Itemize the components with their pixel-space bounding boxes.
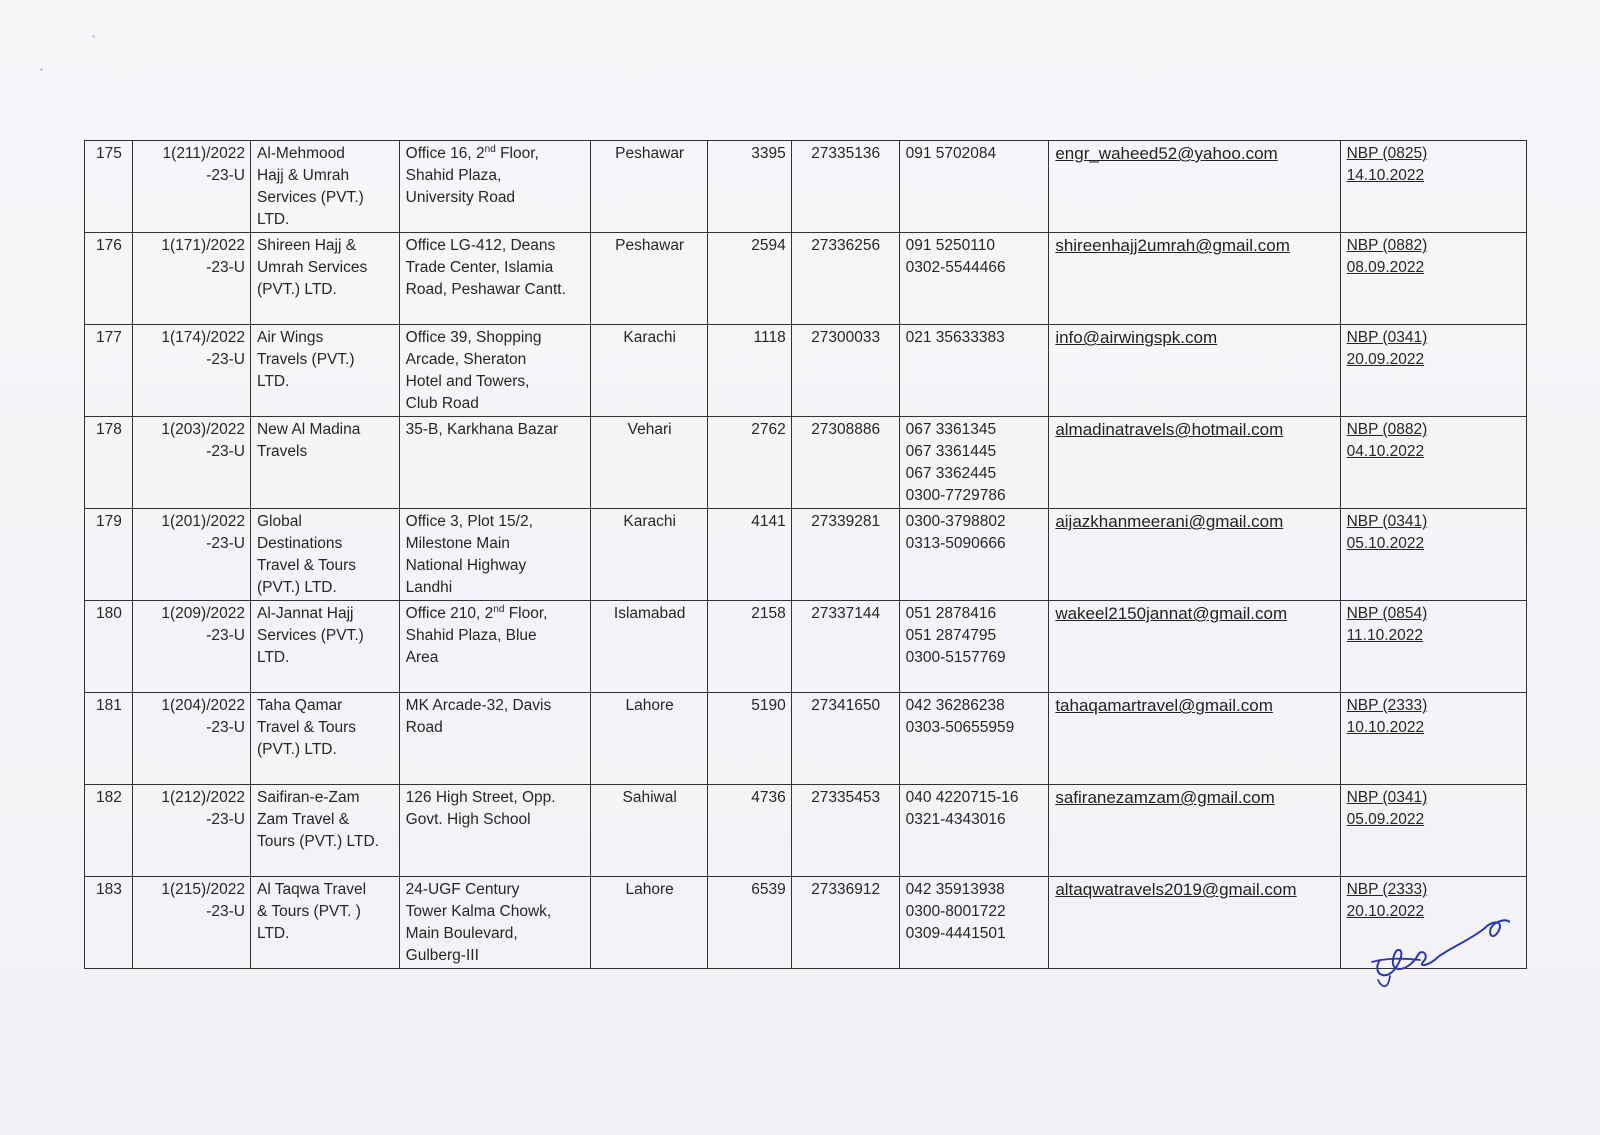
address-line xyxy=(406,533,585,555)
company-name-line: LTD. xyxy=(256,925,290,942)
address-cell xyxy=(399,509,590,601)
company-name-line: Al Taqwa Travel xyxy=(256,881,367,898)
file-number-line: 1(204)/2022 xyxy=(161,697,245,714)
phone-number: 0300-3798802 xyxy=(905,513,1006,530)
address-cell xyxy=(399,417,590,509)
code-cell xyxy=(708,601,792,693)
company-name-line: (PVT.) LTD. xyxy=(256,741,337,758)
file-number-cell xyxy=(132,417,250,509)
address-cell xyxy=(399,601,590,693)
email-link[interactable]: almadinatravels@hotmail.com xyxy=(1055,420,1284,439)
file-number-cell xyxy=(132,509,250,601)
serial-number: 182 xyxy=(95,789,122,806)
bank-branch: NBP (0825) xyxy=(1346,145,1428,162)
city-cell xyxy=(591,417,708,509)
address-line xyxy=(406,143,585,165)
address-line xyxy=(406,235,585,257)
email-cell xyxy=(1049,233,1340,325)
serial-number-cell xyxy=(85,693,133,785)
city-cell xyxy=(591,141,708,233)
ntn-cell xyxy=(791,877,899,969)
city-cell xyxy=(591,509,708,601)
ntn-number: 27337144 xyxy=(811,605,881,622)
email-link[interactable]: safiranezamzam@gmail.com xyxy=(1055,788,1275,807)
company-name-line: Hajj & Umrah xyxy=(256,167,350,184)
city-cell xyxy=(591,693,708,785)
table-row xyxy=(85,325,1527,417)
table-row xyxy=(85,509,1527,601)
code: 3395 xyxy=(751,145,786,162)
code: 5190 xyxy=(751,697,786,714)
ntn-number: 27335453 xyxy=(811,789,881,806)
email-link[interactable]: tahaqamartravel@gmail.com xyxy=(1055,696,1273,715)
company-name-line: Services (PVT.) xyxy=(256,627,364,644)
ntn-cell xyxy=(791,417,899,509)
address-text: Gulberg-III xyxy=(405,947,479,964)
phone-number: 021 35633383 xyxy=(905,329,1005,346)
serial-number-cell xyxy=(85,877,133,969)
address-text: National Highway xyxy=(405,557,527,574)
phone-number: 042 36286238 xyxy=(905,697,1005,714)
bank-branch: NBP (0854) xyxy=(1346,605,1428,622)
table-row xyxy=(85,233,1527,325)
address-text: 35-B, Karkhana Bazar xyxy=(405,421,559,438)
address-line xyxy=(406,787,585,809)
file-number-line: 1(211)/2022 xyxy=(162,145,245,162)
file-number-line: -23-U xyxy=(206,903,245,920)
address-text: Club Road xyxy=(405,395,479,412)
code: 4736 xyxy=(751,789,786,806)
code-cell xyxy=(708,693,792,785)
address-line xyxy=(406,603,585,625)
file-number-cell xyxy=(132,785,250,877)
table-row xyxy=(85,601,1527,693)
code: 2762 xyxy=(751,421,786,438)
company-name-cell xyxy=(250,417,399,509)
file-number-line: -23-U xyxy=(206,535,245,552)
phone-number: 042 35913938 xyxy=(905,881,1005,898)
address-line xyxy=(406,349,585,371)
company-name-line: Travels (PVT.) xyxy=(256,351,355,368)
file-number-line: 1(203)/2022 xyxy=(161,421,245,438)
email-cell xyxy=(1049,509,1340,601)
serial-number: 175 xyxy=(95,145,122,162)
email-link[interactable]: info@airwingspk.com xyxy=(1055,328,1218,347)
code-cell xyxy=(708,509,792,601)
bank-cell xyxy=(1340,417,1526,509)
ntn-number: 27308886 xyxy=(811,421,881,438)
email-link[interactable]: altaqwatravels2019@gmail.com xyxy=(1055,880,1297,899)
address-text: Trade Center, Islamia xyxy=(405,259,554,276)
serial-number: 178 xyxy=(95,421,122,438)
file-number-line: -23-U xyxy=(206,351,245,368)
phone-cell xyxy=(899,785,1049,877)
phone-cell xyxy=(899,693,1049,785)
serial-number-cell xyxy=(85,509,133,601)
email-link[interactable]: shireenhajj2umrah@gmail.com xyxy=(1055,236,1290,255)
company-name-cell xyxy=(250,509,399,601)
file-number-cell xyxy=(132,325,250,417)
company-name-line: Umrah Services xyxy=(256,259,368,276)
code-cell xyxy=(708,325,792,417)
serial-number-cell xyxy=(85,233,133,325)
company-name-line: LTD. xyxy=(256,649,290,666)
file-number-line: 1(215)/2022 xyxy=(161,881,245,898)
company-name-cell xyxy=(250,141,399,233)
address-line xyxy=(406,901,585,923)
serial-number-cell xyxy=(85,785,133,877)
bank-branch: NBP (0341) xyxy=(1346,513,1428,530)
address-text: Office LG-412, Deans xyxy=(405,237,556,254)
company-name-line: (PVT.) LTD. xyxy=(256,579,337,596)
company-name-line: Travels xyxy=(256,443,308,460)
bank-branch: NBP (0341) xyxy=(1346,329,1428,346)
phone-number: 0302-5544466 xyxy=(905,259,1006,276)
company-name-line: Air Wings xyxy=(256,329,324,346)
address-text: Office 3, Plot 15/2, xyxy=(405,513,533,530)
company-name-cell xyxy=(250,601,399,693)
company-name-line: Saifiran-e-Zam xyxy=(256,789,360,806)
handwritten-signature-icon xyxy=(1360,900,1510,995)
table-row xyxy=(85,417,1527,509)
address-line xyxy=(406,187,585,209)
phone-number: 051 2878416 xyxy=(905,605,997,622)
table-row xyxy=(85,141,1527,233)
file-number-cell xyxy=(132,877,250,969)
address-text: Floor, xyxy=(495,145,539,162)
ntn-number: 27335136 xyxy=(811,145,881,162)
phone-cell xyxy=(899,877,1049,969)
address-text: MK Arcade-32, Davis xyxy=(405,697,552,714)
file-number-cell xyxy=(132,601,250,693)
ordinal-suffix: nd xyxy=(484,143,496,155)
code-cell xyxy=(708,417,792,509)
ntn-cell xyxy=(791,785,899,877)
address-line xyxy=(406,279,585,301)
address-line xyxy=(406,327,585,349)
bank-cell xyxy=(1340,141,1526,233)
phone-number: 091 5250110 xyxy=(905,237,996,254)
phone-cell xyxy=(899,509,1049,601)
address-cell xyxy=(399,693,590,785)
code: 2158 xyxy=(751,605,786,622)
city-cell xyxy=(591,325,708,417)
table-row xyxy=(85,693,1527,785)
deposit-date: 20.09.2022 xyxy=(1346,351,1425,368)
file-number-cell xyxy=(132,141,250,233)
phone-number: 067 3361445 xyxy=(905,443,997,460)
address-line xyxy=(406,923,585,945)
file-number-line: 1(174)/2022 xyxy=(161,329,245,346)
file-number-line: 1(209)/2022 xyxy=(161,605,245,622)
address-text: Floor, xyxy=(504,605,548,622)
company-name-line: & Tours (PVT. ) xyxy=(256,903,361,920)
address-line xyxy=(406,717,585,739)
address-text: Main Boulevard, xyxy=(405,925,518,942)
deposit-date: 14.10.2022 xyxy=(1346,167,1425,184)
email-cell xyxy=(1049,785,1340,877)
code: 2594 xyxy=(751,237,786,254)
phone-number: 0303-50655959 xyxy=(905,719,1015,736)
file-number-line: 1(212)/2022 xyxy=(161,789,245,806)
company-name-line: Services (PVT.) xyxy=(256,189,364,206)
city: Karachi xyxy=(623,329,676,346)
address-text: Shahid Plaza, xyxy=(405,167,502,184)
phone-number: 091 5702084 xyxy=(905,145,997,162)
address-text: Office 39, Shopping xyxy=(405,329,542,346)
email-cell xyxy=(1049,417,1340,509)
file-number-cell xyxy=(132,233,250,325)
ntn-cell xyxy=(791,509,899,601)
file-number-cell xyxy=(132,693,250,785)
bank-branch: NBP (2333) xyxy=(1346,881,1428,898)
email-cell xyxy=(1049,693,1340,785)
ntn-number: 27339281 xyxy=(811,513,881,530)
code-cell xyxy=(708,877,792,969)
email-link[interactable]: wakeel2150jannat@gmail.com xyxy=(1055,604,1288,623)
address-text: Arcade, Sheraton xyxy=(405,351,527,368)
email-link[interactable]: aijazkhanmeerani@gmail.com xyxy=(1055,512,1284,531)
deposit-date: 04.10.2022 xyxy=(1346,443,1425,460)
address-cell xyxy=(399,141,590,233)
address-line xyxy=(406,257,585,279)
ntn-number: 27341650 xyxy=(811,697,881,714)
company-name-line: Travel & Tours xyxy=(256,557,357,574)
file-number-line: -23-U xyxy=(206,811,245,828)
phone-number: 0313-5090666 xyxy=(905,535,1006,552)
address-line xyxy=(406,879,585,901)
company-name-line: Global xyxy=(256,513,302,530)
ntn-cell xyxy=(791,141,899,233)
city: Islamabad xyxy=(613,605,686,622)
address-text: University Road xyxy=(405,189,516,206)
phone-number: 0300-8001722 xyxy=(905,903,1006,920)
company-name-line: Destinations xyxy=(256,535,343,552)
file-number-line: -23-U xyxy=(206,443,245,460)
phone-cell xyxy=(899,325,1049,417)
address-line xyxy=(406,625,585,647)
city: Karachi xyxy=(623,513,676,530)
company-name-cell xyxy=(250,693,399,785)
deposit-date: 10.10.2022 xyxy=(1346,719,1425,736)
file-number-line: -23-U xyxy=(206,719,245,736)
address-text: Shahid Plaza, Blue xyxy=(405,627,537,644)
address-text: Landhi xyxy=(405,579,453,596)
phone-number: 0300-5157769 xyxy=(905,649,1006,666)
serial-number-cell xyxy=(85,601,133,693)
bank-branch: NBP (0882) xyxy=(1346,421,1428,438)
city: Lahore xyxy=(625,697,674,714)
ntn-cell xyxy=(791,601,899,693)
phone-cell xyxy=(899,233,1049,325)
phone-number: 067 3361345 xyxy=(905,421,997,438)
company-name-line: LTD. xyxy=(256,211,290,228)
code: 6539 xyxy=(751,881,786,898)
address-text: Office 210, 2 xyxy=(405,605,494,622)
ntn-cell xyxy=(791,233,899,325)
phone-cell xyxy=(899,417,1049,509)
phone-number: 0321-4343016 xyxy=(905,811,1006,828)
email-link[interactable]: engr_waheed52@yahoo.com xyxy=(1055,144,1278,163)
deposit-date: 20.10.2022 xyxy=(1346,903,1425,920)
bank-branch: NBP (2333) xyxy=(1346,697,1428,714)
ntn-number: 27336912 xyxy=(811,881,881,898)
company-name-line: Taha Qamar xyxy=(256,697,343,714)
address-text: Tower Kalma Chowk, xyxy=(405,903,552,920)
address-text: Road, Peshawar Cantt. xyxy=(405,281,566,298)
serial-number: 176 xyxy=(95,237,122,254)
serial-number: 180 xyxy=(95,605,122,622)
bank-cell xyxy=(1340,325,1526,417)
serial-number: 179 xyxy=(95,513,122,530)
serial-number: 177 xyxy=(95,329,122,346)
bank-cell xyxy=(1340,785,1526,877)
bank-cell xyxy=(1340,601,1526,693)
company-name-cell xyxy=(250,877,399,969)
deposit-date: 05.09.2022 xyxy=(1346,811,1425,828)
email-cell xyxy=(1049,877,1340,969)
phone-number: 051 2874795 xyxy=(905,627,997,644)
address-line xyxy=(406,371,585,393)
company-name-line: LTD. xyxy=(256,373,290,390)
address-line xyxy=(406,511,585,533)
company-name-line: Al-Mehmood xyxy=(256,145,345,162)
bank-branch: NBP (0882) xyxy=(1346,237,1428,254)
city: Peshawar xyxy=(615,237,685,254)
address-line xyxy=(406,419,585,441)
ntn-cell xyxy=(791,325,899,417)
company-name-cell xyxy=(250,233,399,325)
city-cell xyxy=(591,233,708,325)
ordinal-suffix: nd xyxy=(493,603,505,615)
serial-number-cell xyxy=(85,141,133,233)
deposit-date: 11.10.2022 xyxy=(1346,627,1424,644)
file-number-line: -23-U xyxy=(206,627,245,644)
city: Sahiwal xyxy=(622,789,677,806)
address-text: Govt. High School xyxy=(405,811,531,828)
city-cell xyxy=(591,601,708,693)
email-cell xyxy=(1049,141,1340,233)
city: Lahore xyxy=(625,881,674,898)
table-row xyxy=(85,785,1527,877)
city: Peshawar xyxy=(615,145,685,162)
city: Vehari xyxy=(627,421,672,438)
company-name-cell xyxy=(250,785,399,877)
address-text: Road xyxy=(405,719,443,736)
email-cell xyxy=(1049,601,1340,693)
phone-cell xyxy=(899,601,1049,693)
address-line xyxy=(406,555,585,577)
address-cell xyxy=(399,785,590,877)
code-cell xyxy=(708,141,792,233)
bank-cell xyxy=(1340,509,1526,601)
address-cell xyxy=(399,325,590,417)
company-name-line: Tours (PVT.) LTD. xyxy=(256,833,379,850)
phone-number: 040 4220715-16 xyxy=(905,789,1019,806)
file-number-line: -23-U xyxy=(206,167,245,184)
address-text: 126 High Street, Opp. xyxy=(405,789,556,806)
company-name-line: Zam Travel & xyxy=(256,811,350,828)
code-cell xyxy=(708,233,792,325)
serial-number-cell xyxy=(85,325,133,417)
deposit-date: 05.10.2022 xyxy=(1346,535,1425,552)
bank-cell xyxy=(1340,233,1526,325)
address-text: Area xyxy=(405,649,439,666)
company-name-line: Travel & Tours xyxy=(256,719,357,736)
address-line xyxy=(406,393,585,415)
city-cell xyxy=(591,877,708,969)
code: 4141 xyxy=(751,513,786,530)
company-name-line: (PVT.) LTD. xyxy=(256,281,337,298)
email-cell xyxy=(1049,325,1340,417)
deposit-date: 08.09.2022 xyxy=(1346,259,1425,276)
address-line xyxy=(406,809,585,831)
bank-cell xyxy=(1340,693,1526,785)
address-line xyxy=(406,647,585,669)
phone-cell xyxy=(899,141,1049,233)
file-number-line: 1(201)/2022 xyxy=(161,513,245,530)
address-text: Hotel and Towers, xyxy=(405,373,530,390)
code: 1118 xyxy=(753,329,786,346)
address-text: Office 16, 2 xyxy=(405,145,485,162)
phone-number: 0300-7729786 xyxy=(905,487,1006,504)
address-line xyxy=(406,695,585,717)
bank-branch: NBP (0341) xyxy=(1346,789,1428,806)
address-line xyxy=(406,945,585,967)
ntn-cell xyxy=(791,693,899,785)
file-number-line: -23-U xyxy=(206,259,245,276)
company-name-line: Al-Jannat Hajj xyxy=(256,605,354,622)
address-line xyxy=(406,165,585,187)
registration-table xyxy=(84,140,1527,969)
ntn-number: 27336256 xyxy=(811,237,881,254)
phone-number: 0309-4441501 xyxy=(905,925,1006,942)
phone-number: 067 3362445 xyxy=(905,465,997,482)
serial-number-cell xyxy=(85,417,133,509)
serial-number: 181 xyxy=(95,697,122,714)
table-body xyxy=(85,141,1527,969)
code-cell xyxy=(708,785,792,877)
address-text: 24-UGF Century xyxy=(405,881,520,898)
company-name-line: New Al Madina xyxy=(256,421,361,438)
company-name-line: Shireen Hajj & xyxy=(256,237,357,254)
address-cell xyxy=(399,233,590,325)
scan-speck xyxy=(40,68,43,71)
address-text: Milestone Main xyxy=(405,535,510,552)
address-line xyxy=(406,577,585,599)
ntn-number: 27300033 xyxy=(811,329,881,346)
city-cell xyxy=(591,785,708,877)
address-cell xyxy=(399,877,590,969)
serial-number: 183 xyxy=(95,881,122,898)
table-row xyxy=(85,877,1527,969)
scan-speck xyxy=(92,35,95,38)
company-name-cell xyxy=(250,325,399,417)
file-number-line: 1(171)/2022 xyxy=(161,237,245,254)
